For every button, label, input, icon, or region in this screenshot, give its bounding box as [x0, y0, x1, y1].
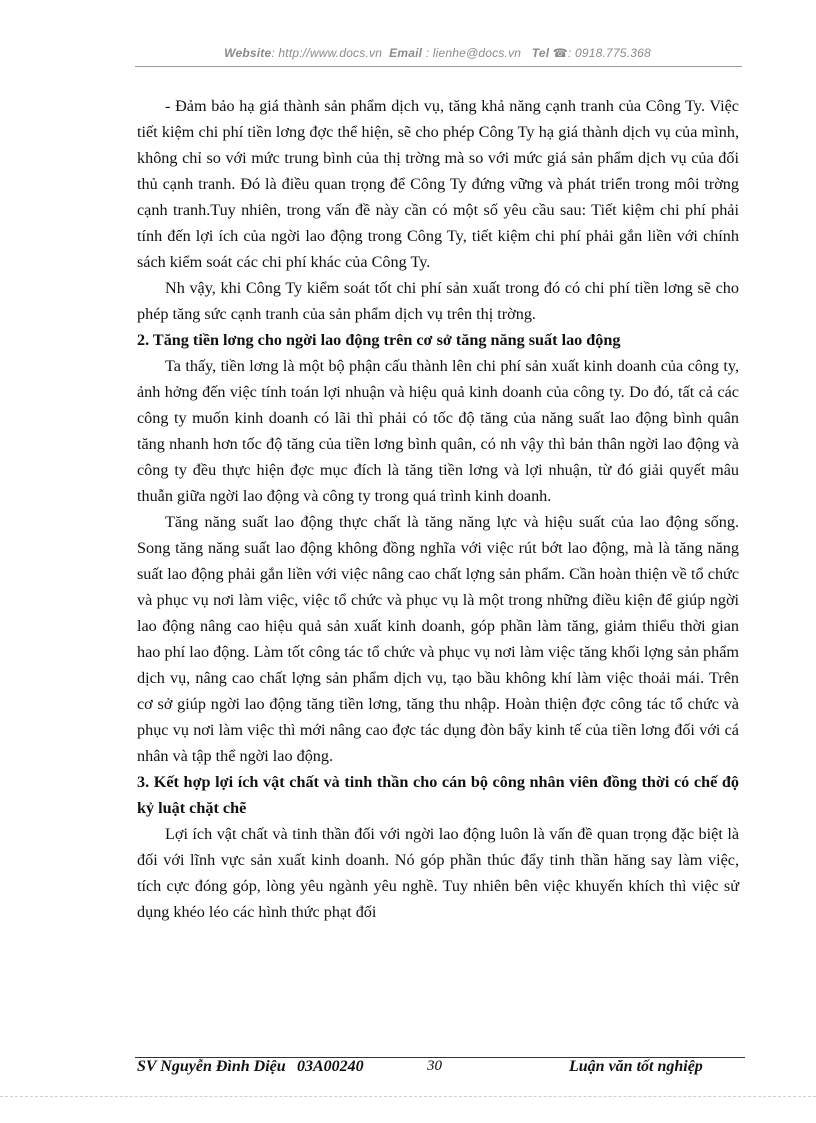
paragraph-material-spiritual: Lợi ích vật chất và tinh thần đối với ngời lao động luôn là vấn đề quan trọng đặc biệt là đối với lĩnh vực sản xuất kinh doanh. Nó góp phần thúc đẩy tinh thần hăng say làm việc, tích cực đóng góp, lòng yêu ngành yêu nghề. Tuy nhiên bên việc khuyến khích thì việc sử dụng khéo léo các hình thức phạt đối — [137, 825, 739, 921]
document-body — [137, 93, 739, 925]
header-tel-value: ☎: 0918.775.368 — [552, 46, 651, 60]
paragraph-wage-productivity: Ta thấy, tiền lơng là một bộ phận cấu thành lên chi phí sản xuất kinh doanh của công ty, ảnh hởng đến việc tính toán lợi nhuận và hiệu quả kinh doanh của công ty. Do đó, tất cả các công ty muốn kinh doanh có lãi thì phải có tốc độ tăng của năng suất lao động bình quân tăng nhanh hơn tốc độ tăng của tiền lơng bình quân, có nh vậy thì bản thân ngời lao động và công ty đều thực hiện đợc mục đích là tăng tiền lơng và lợi nhuận, từ đó giải quyết mâu thuẫn giữa ngời lao động và công ty trong quá trình kinh doanh. — [137, 357, 739, 505]
page-footer — [137, 1058, 742, 1076]
header-email-label: Email — [389, 46, 423, 60]
paragraph-cost-reduction: - Đảm bảo hạ giá thành sản phẩm dịch vụ, tăng khả năng cạnh tranh của Công Ty. Việc tiết kiệm chi phí tiền lơng đợc thể hiện, sẽ cho phép Công Ty hạ giá thành dịch vụ của mình, không chỉ so với mức trung bình của thị trờng mà so với mức giá sản phẩm dịch vụ của đối thủ cạnh tranh. Đó là điều quan trọng để Công Ty đứng vững và phát triển trong môi trờng cạnh tranh.Tuy nhiên, trong vấn đề này cần có một số yêu cầu sau: Tiết kiệm chi phí phải tính đến lợi ích của ngời lao động trong Công Ty, tiết kiệm chi phí phải gắn liền với chính sách kiểm soát các chi phí khác của Công Ty. — [137, 97, 739, 271]
section-heading-2: 2. Tăng tiền lơng cho ngời lao động trên cơ sở tăng năng suất lao động — [137, 331, 621, 349]
paragraph-cost-control: Nh vậy, khi Công Ty kiểm soát tốt chi phí sản xuất trong đó có chi phí tiền lơng sẽ cho phép tăng sức cạnh tranh của sản phẩm dịch vụ trên thị trờng. — [137, 279, 739, 323]
header-website-label: Website — [224, 46, 272, 60]
page-header — [135, 46, 740, 60]
section-heading-3: 3. Kết hợp lợi ích vật chất và tinh thần cho cán bộ công nhân viên đồng thời có chế độ kỷ luật chặt chẽ — [137, 773, 739, 817]
header-website-link[interactable]: : http://www.docs.vn — [271, 46, 383, 60]
header-email-link[interactable]: : lienhe@docs.vn — [422, 46, 522, 60]
header-tel-label: Tel — [531, 46, 550, 60]
paragraph-labor-productivity: Tăng năng suất lao động thực chất là tăng năng lực và hiệu suất của lao động sống. Song tăng năng suất lao động không đồng nghĩa với việc rút bớt lao động, mà là tăng năng suất lao động phải gắn liền với việc nâng cao chất lợng sản phẩm. Cần hoàn thiện về tổ chức và phục vụ nơi làm việc, việc tổ chức và phục vụ là một trong những điều kiện để giúp ngời lao động nâng cao hiệu quả sản xuất kinh doanh, góp phần làm tăng, giảm thiểu thời gian hao phí lao động. Làm tốt công tác tổ chức và phục vụ nơi làm việc tăng khối lợng sản phẩm dịch vụ, nâng cao chất lợng sản phẩm dịch vụ, tạo bầu không khí làm việc thoải mái. Trên cơ sở giúp ngời lao động tăng tiền lơng, tăng thu nhập. Hoàn thiện đợc công tác tổ chức và phục vụ nơi làm việc thì mới nâng cao đợc tác dụng đòn bẩy kinh tế của tiền lơng đối với cá nhân và tập thể ngời lao động. — [137, 513, 739, 765]
page-edge — [0, 1096, 816, 1097]
footer-author: SV Nguyễn Đình Diệu — [137, 1058, 286, 1075]
footer-page-number: 30 — [427, 1058, 442, 1074]
footer-class-code: 03A00240 — [297, 1058, 364, 1075]
footer-doc-type: Luận văn tốt nghiệp — [569, 1058, 703, 1075]
header-divider — [135, 66, 742, 67]
